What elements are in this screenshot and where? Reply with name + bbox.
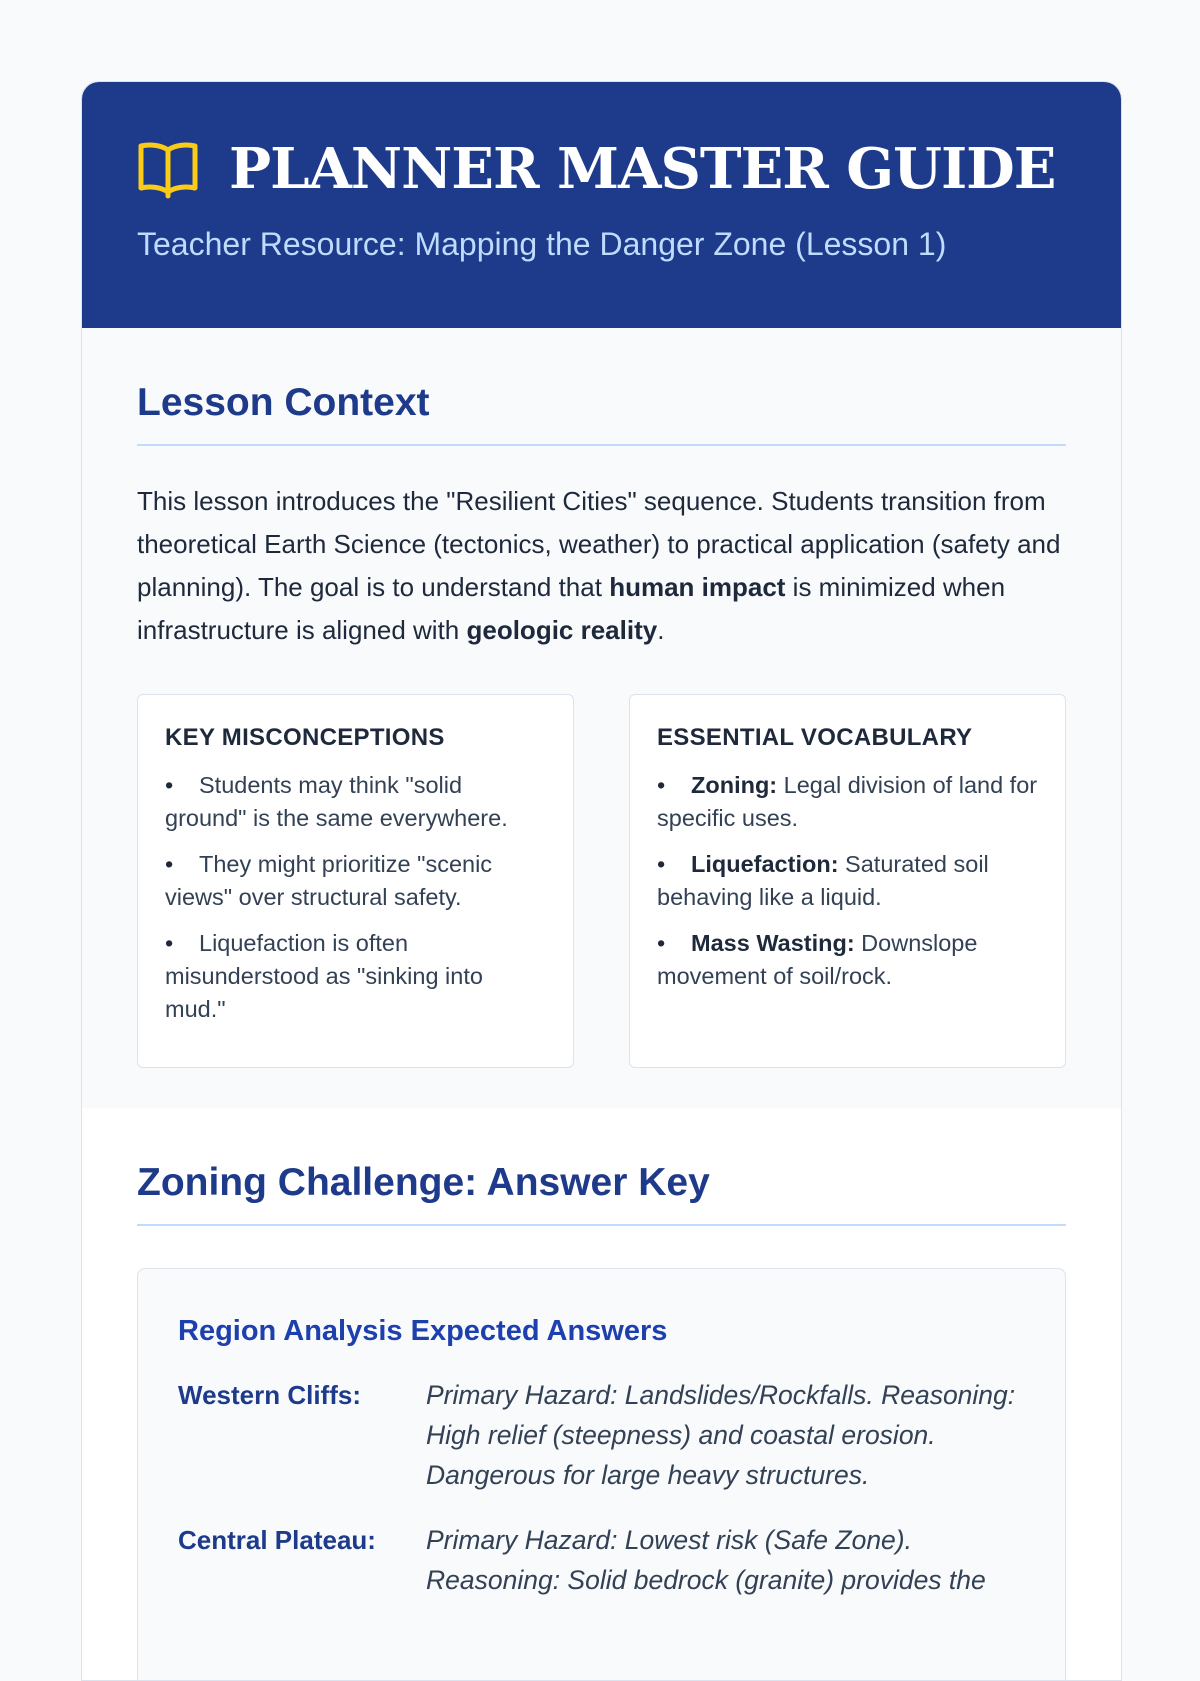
- vocabulary-list: [657, 769, 1039, 993]
- lesson-context-section: [82, 328, 1121, 1108]
- page-title: PLANNER MASTER GUIDE: [229, 136, 1056, 202]
- bullet-icon: •: [165, 930, 174, 956]
- vocab-term: Mass Wasting:: [691, 930, 855, 956]
- guide-header: [82, 82, 1121, 328]
- page-subtitle: Teacher Resource: Mapping the Danger Zone (Lesson 1): [137, 226, 947, 262]
- region-answer: Primary Hazard: Lowest risk (Safe Zone). Reasoning: Solid bedrock (granite) provides the: [426, 1525, 986, 1595]
- region-analysis-panel: [137, 1268, 1066, 1681]
- bullet-icon: •: [657, 930, 666, 956]
- vocab-definition: Legal division of land for specific uses.: [657, 772, 1038, 831]
- vocab-definition: Downslope movement of soil/rock.: [657, 930, 978, 989]
- region-label: Central Plateau:: [178, 1525, 376, 1555]
- region-answer: Primary Hazard: Landslides/Rockfalls. Reasoning: High relief (steepness) and coastal erosion. Dangerous for large heavy structures.: [426, 1380, 1016, 1490]
- bullet-icon: •: [165, 772, 174, 798]
- region-row-central-plateau: [178, 1520, 1025, 1600]
- vocabulary-box: [629, 694, 1066, 1068]
- answer-key-section: [82, 1108, 1121, 1681]
- answer-key-heading: Zoning Challenge: Answer Key: [137, 1160, 1066, 1226]
- misconceptions-title: KEY MISCONCEPTIONS: [165, 724, 445, 751]
- region-row-western-cliffs: [178, 1375, 1025, 1495]
- list-item: • They might prioritize "scenic views" over structural safety.: [165, 848, 547, 914]
- lesson-intro-paragraph: [137, 480, 1066, 652]
- intro-text-1: This lesson introduces the "Resilient Cities" sequence. Students transition from theoretical Earth Science (tectonics, weather) to practical application (safety and planning). The goal is to understand that: [137, 486, 1061, 602]
- bullet-icon: •: [165, 851, 174, 877]
- vocab-term: Liquefaction:: [691, 851, 839, 877]
- guide-card: [81, 81, 1122, 1681]
- intro-bold-human-impact: human impact: [609, 572, 786, 602]
- bullet-icon: •: [657, 851, 666, 877]
- region-label: Western Cliffs:: [178, 1380, 361, 1410]
- intro-bold-geologic-reality: geologic reality: [466, 615, 658, 645]
- lesson-context-heading: Lesson Context: [137, 380, 1066, 446]
- list-item: [657, 848, 1039, 914]
- list-item: • Students may think "solid ground" is the same everywhere.: [165, 769, 547, 835]
- intro-text-3: .: [657, 615, 665, 645]
- vocabulary-title: ESSENTIAL VOCABULARY: [657, 724, 973, 751]
- title-row: [137, 136, 1066, 202]
- intro-text-2: is minimized when infrastructure is aligned with: [137, 572, 1006, 645]
- vocab-definition: Saturated soil behaving like a liquid.: [657, 851, 989, 910]
- list-item: [657, 927, 1039, 993]
- book-icon: [137, 138, 199, 200]
- vocab-term: Zoning:: [691, 772, 778, 798]
- region-analysis-title: Region Analysis Expected Answers: [178, 1315, 668, 1347]
- bullet-icon: •: [657, 772, 666, 798]
- list-item: [657, 769, 1039, 835]
- list-item: • Liquefaction is often misunderstood as "sinking into mud.": [165, 927, 547, 1026]
- misconceptions-list: [165, 769, 547, 1026]
- misconceptions-box: [137, 694, 574, 1068]
- info-boxes: [137, 694, 1066, 1068]
